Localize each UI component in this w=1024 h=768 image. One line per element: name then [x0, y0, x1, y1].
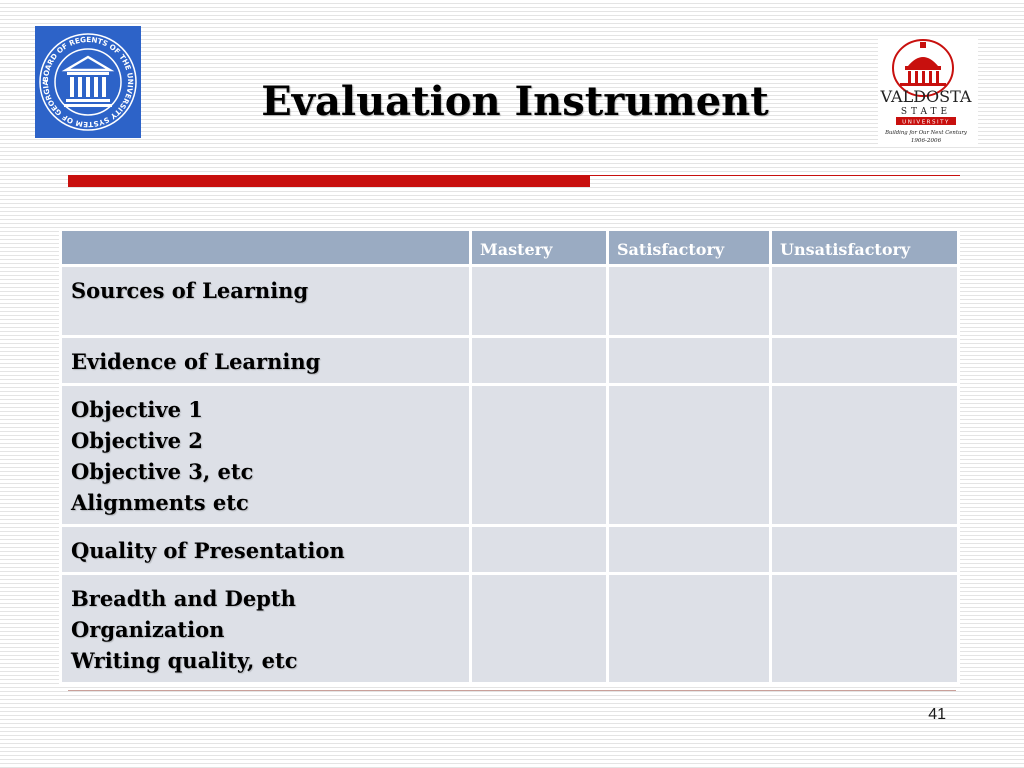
valdosta-state-logo — [878, 36, 978, 146]
row-label — [61, 266, 471, 337]
rating-cell-mastery[interactable] — [471, 266, 608, 337]
logo-name-line1: VALDOSTA — [880, 87, 972, 106]
rating-cell-satisfactory[interactable] — [608, 385, 771, 526]
row-label — [61, 574, 471, 684]
header-unsatisfactory: Unsatisfactory — [771, 230, 959, 266]
row-label — [61, 385, 471, 526]
rating-cell-satisfactory[interactable] — [608, 337, 771, 385]
logo-name-line3: UNIVERSITY — [902, 119, 950, 126]
table-row — [61, 574, 959, 684]
row-label-line: Sources of Learning — [71, 278, 309, 303]
row-label — [61, 526, 471, 574]
rating-cell-unsatisfactory[interactable] — [771, 574, 959, 684]
logo-name-line2: STATE — [900, 107, 952, 117]
rating-cell-satisfactory[interactable] — [608, 526, 771, 574]
title-accent-line — [590, 175, 960, 176]
row-label-line: Breadth and Depth — [71, 586, 296, 611]
row-label-line: Organization — [71, 617, 225, 642]
row-label — [61, 337, 471, 385]
evaluation-table — [59, 228, 960, 685]
table-row — [61, 337, 959, 385]
header-mastery: Mastery — [471, 230, 608, 266]
rating-cell-unsatisfactory[interactable] — [771, 266, 959, 337]
row-label-line: Objective 2 — [71, 428, 203, 453]
slide-title: Evaluation Instrument — [261, 78, 769, 125]
logo-ring-text: BOARD OF REGENTS OF THE UNIVERSITY SYSTEM OF GEORGIA — [40, 34, 136, 130]
title-accent-bar — [68, 175, 590, 187]
rating-cell-satisfactory[interactable] — [608, 266, 771, 337]
columns-building-icon — [35, 26, 141, 138]
row-label-line: Alignments etc — [71, 490, 249, 515]
table-row — [61, 526, 959, 574]
row-label-line: Quality of Presentation — [71, 538, 345, 563]
row-label-line: Objective 3, etc — [71, 459, 254, 484]
board-of-regents-logo — [35, 26, 141, 138]
university-dome-icon — [878, 36, 978, 146]
rating-cell-unsatisfactory[interactable] — [771, 385, 959, 526]
rating-cell-unsatisfactory[interactable] — [771, 337, 959, 385]
page-number: 41 — [928, 706, 946, 723]
rating-cell-mastery[interactable] — [471, 337, 608, 385]
footer-divider — [68, 690, 956, 691]
logo-tagline: Building for Our Next Century — [885, 130, 967, 136]
row-label-line: Objective 1 — [71, 397, 203, 422]
table-row — [61, 266, 959, 337]
rating-cell-mastery[interactable] — [471, 526, 608, 574]
table-row — [61, 385, 959, 526]
header-criteria — [61, 230, 471, 266]
rating-cell-unsatisfactory[interactable] — [771, 526, 959, 574]
row-label-line: Evidence of Learning — [71, 349, 321, 374]
rating-cell-mastery[interactable] — [471, 574, 608, 684]
logo-years: 1906-2006 — [910, 138, 942, 144]
row-label-line: Writing quality, etc — [71, 648, 298, 673]
header-satisfactory: Satisfactory — [608, 230, 771, 266]
table-header-row — [61, 230, 959, 266]
rating-cell-mastery[interactable] — [471, 385, 608, 526]
rating-cell-satisfactory[interactable] — [608, 574, 771, 684]
